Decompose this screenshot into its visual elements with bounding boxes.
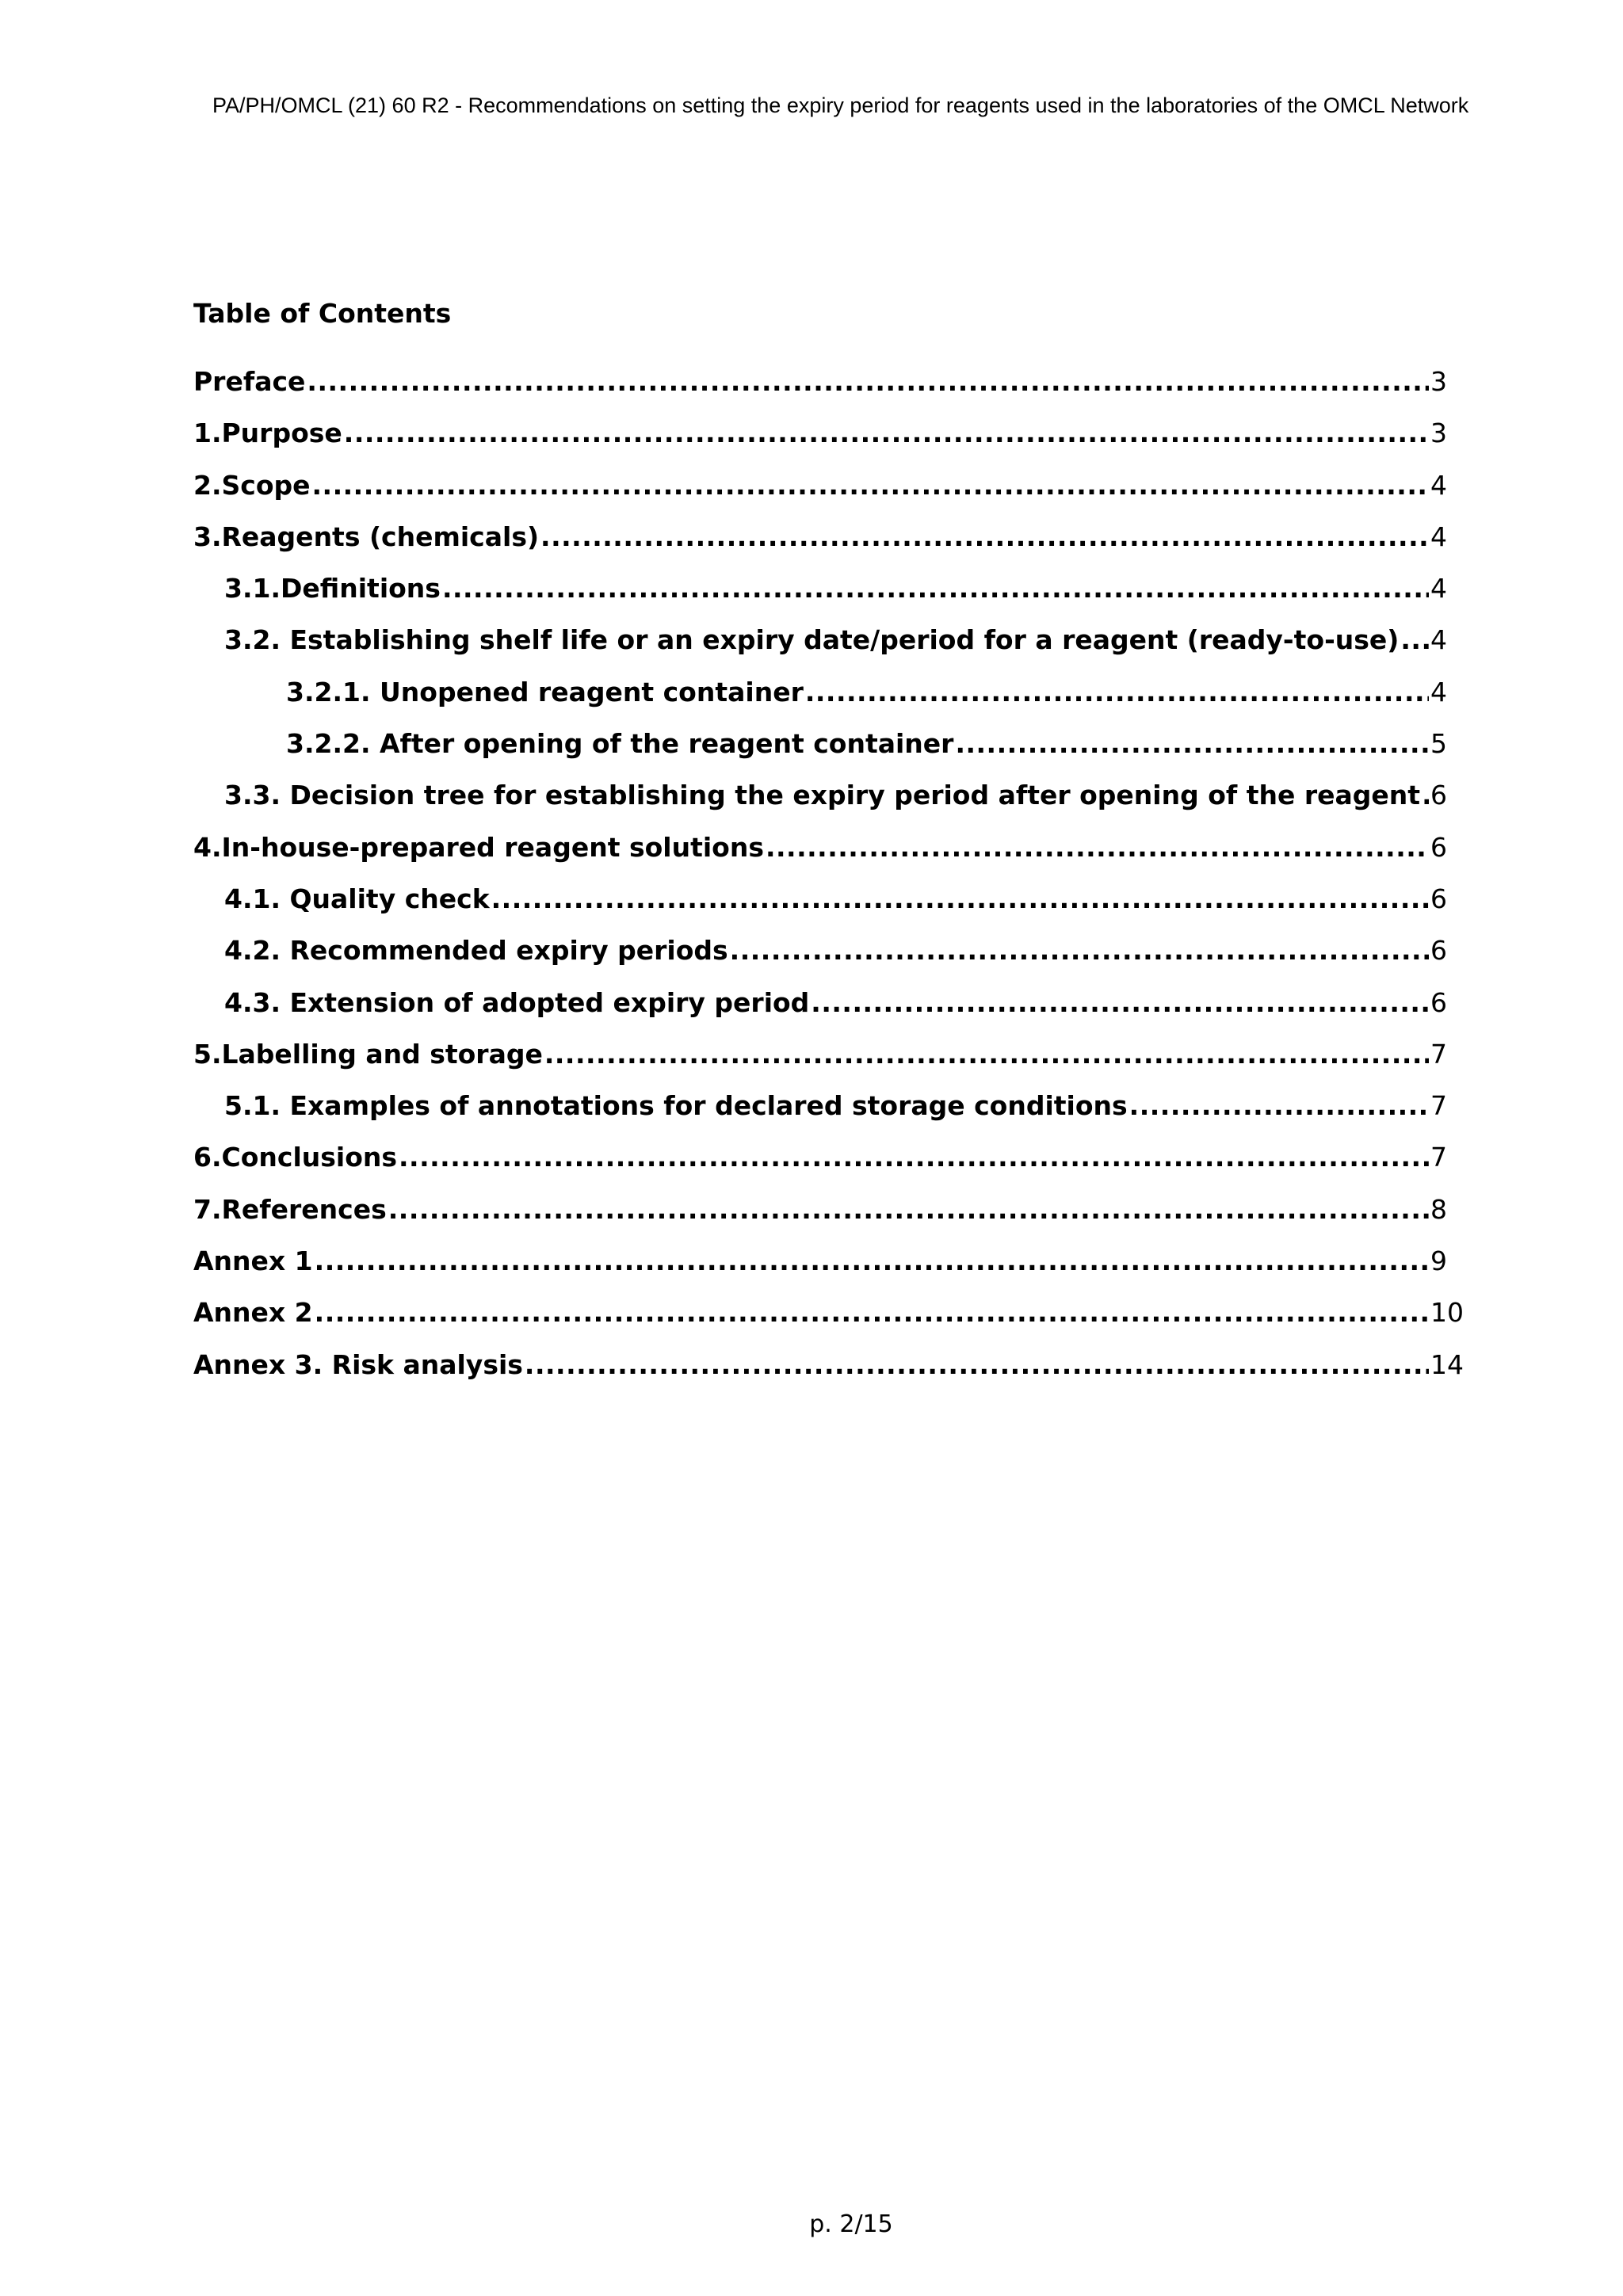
toc-entry-scope[interactable] xyxy=(0,470,1623,521)
toc-entry-conclusions[interactable] xyxy=(0,1142,1623,1193)
toc-entry-reagents[interactable] xyxy=(0,521,1623,573)
running-header: PA/PH/OMCL (21) 60 R2 - Recommendations on setting the expiry period for reagents used in the laboratories of the OMCL Network xyxy=(212,93,1469,117)
toc-entry-page: 6 xyxy=(1430,935,1447,967)
toc-entry-title: 4.3. Extension of adopted expiry period xyxy=(224,986,810,1018)
toc-entry-page: 6 xyxy=(1430,831,1447,863)
toc-entry-references[interactable] xyxy=(0,1194,1623,1245)
toc-entry-title: 3.2. Establishing shelf life or an expiry date/period for a reagent (ready-to-use) xyxy=(224,624,1400,656)
dot-leader xyxy=(730,935,1429,967)
dot-leader xyxy=(955,728,1429,760)
toc-entry-page: 4 xyxy=(1430,624,1447,656)
toc-entry-number: 3.1. xyxy=(224,573,281,605)
toc-entry-page: 6 xyxy=(1430,986,1447,1018)
toc-entry-shelf-life[interactable] xyxy=(0,624,1623,676)
toc-entry-page: 7 xyxy=(1430,1142,1447,1173)
dot-leader xyxy=(544,1039,1429,1070)
toc-entry-title: Scope xyxy=(221,469,311,501)
toc-entry-title: 4.2. Recommended expiry periods xyxy=(224,935,728,967)
toc-entry-number: 2. xyxy=(193,469,222,501)
toc-entry-title: Reagents (chemicals) xyxy=(221,521,540,552)
dot-leader xyxy=(1400,624,1429,656)
toc-entry-page: 14 xyxy=(1430,1348,1464,1380)
toc-entry-recommended-periods[interactable] xyxy=(0,935,1623,986)
toc-entry-title: In-house-prepared reagent solutions xyxy=(221,831,764,863)
toc-entry-labelling[interactable] xyxy=(0,1039,1623,1090)
toc-entry-title: 4.1. Quality check xyxy=(224,883,490,914)
toc-entry-number: 4. xyxy=(193,831,222,863)
toc-entry-page: 4 xyxy=(1430,521,1447,552)
toc-entry-title: 3.3. Decision tree for establishing the expiry period after opening of the reagent xyxy=(224,780,1421,811)
toc-heading: Table of Contents xyxy=(193,298,452,329)
dot-leader xyxy=(315,1245,1429,1277)
toc-entry-annex-1[interactable] xyxy=(0,1245,1623,1297)
toc-entry-unopened-container[interactable] xyxy=(0,677,1623,728)
toc-entry-title: Preface xyxy=(193,366,306,397)
toc-entry-number: 7. xyxy=(193,1193,222,1225)
toc-entry-preface[interactable] xyxy=(0,366,1623,418)
dot-leader xyxy=(1422,780,1429,811)
toc-entry-title: 5.1. Examples of annotations for declared storage conditions xyxy=(224,1090,1128,1122)
dot-leader xyxy=(399,1142,1429,1173)
dot-leader xyxy=(525,1349,1429,1381)
toc-entry-number: 1. xyxy=(193,418,222,449)
dot-leader xyxy=(344,418,1429,449)
toc-entry-page: 6 xyxy=(1430,780,1447,811)
toc-entry-page: 4 xyxy=(1430,676,1447,707)
toc-entry-title: Labelling and storage xyxy=(221,1038,543,1070)
dot-leader xyxy=(442,573,1429,605)
toc-entry-purpose[interactable] xyxy=(0,418,1623,469)
dot-leader xyxy=(315,1297,1429,1329)
page-number: p. 2/15 xyxy=(809,2210,893,2238)
toc-entry-title: Annex 3. Risk analysis xyxy=(193,1348,523,1380)
dot-leader xyxy=(805,677,1429,708)
dot-leader xyxy=(307,366,1429,398)
dot-leader xyxy=(766,832,1429,864)
toc-entry-title: 3.2.2. After opening of the reagent container xyxy=(286,728,954,760)
toc-entry-decision-tree[interactable] xyxy=(0,780,1623,831)
toc-entry-extension[interactable] xyxy=(0,987,1623,1039)
toc-entry-title: References xyxy=(221,1193,387,1225)
toc-entry-title: Conclusions xyxy=(221,1142,398,1173)
toc-entry-page: 8 xyxy=(1430,1193,1447,1225)
toc-entry-definitions[interactable] xyxy=(0,573,1623,624)
toc-entry-page: 7 xyxy=(1430,1038,1447,1070)
toc-entry-page: 9 xyxy=(1430,1245,1447,1277)
toc-entry-page: 4 xyxy=(1430,469,1447,501)
table-of-contents xyxy=(0,366,1623,1401)
toc-entry-title: Annex 1 xyxy=(193,1245,313,1277)
toc-entry-page: 4 xyxy=(1430,573,1447,605)
toc-entry-title: Definitions xyxy=(281,573,441,605)
toc-entry-page: 7 xyxy=(1430,1090,1447,1122)
toc-entry-after-opening[interactable] xyxy=(0,728,1623,780)
toc-entry-number: 6. xyxy=(193,1142,222,1173)
toc-entry-number: 5. xyxy=(193,1038,222,1070)
toc-entry-annex-3[interactable] xyxy=(0,1349,1623,1401)
toc-entry-page: 6 xyxy=(1430,883,1447,914)
dot-leader xyxy=(312,470,1429,502)
toc-entry-page: 10 xyxy=(1430,1297,1464,1329)
toc-entry-quality-check[interactable] xyxy=(0,883,1623,935)
toc-entry-page: 5 xyxy=(1430,728,1447,760)
toc-entry-annotations[interactable] xyxy=(0,1090,1623,1142)
toc-entry-title: 3.2.1. Unopened reagent container xyxy=(286,676,804,707)
toc-entry-page: 3 xyxy=(1430,418,1447,449)
dot-leader xyxy=(540,521,1429,553)
dot-leader xyxy=(388,1194,1429,1226)
toc-entry-title: Annex 2 xyxy=(193,1297,313,1329)
toc-entry-page: 3 xyxy=(1430,366,1447,397)
dot-leader xyxy=(491,883,1429,915)
toc-entry-annex-2[interactable] xyxy=(0,1297,1623,1348)
toc-entry-title: Purpose xyxy=(221,418,342,449)
dot-leader xyxy=(811,987,1429,1019)
toc-entry-number: 3. xyxy=(193,521,222,552)
toc-entry-in-house-solutions[interactable] xyxy=(0,832,1623,883)
dot-leader xyxy=(1129,1090,1429,1122)
